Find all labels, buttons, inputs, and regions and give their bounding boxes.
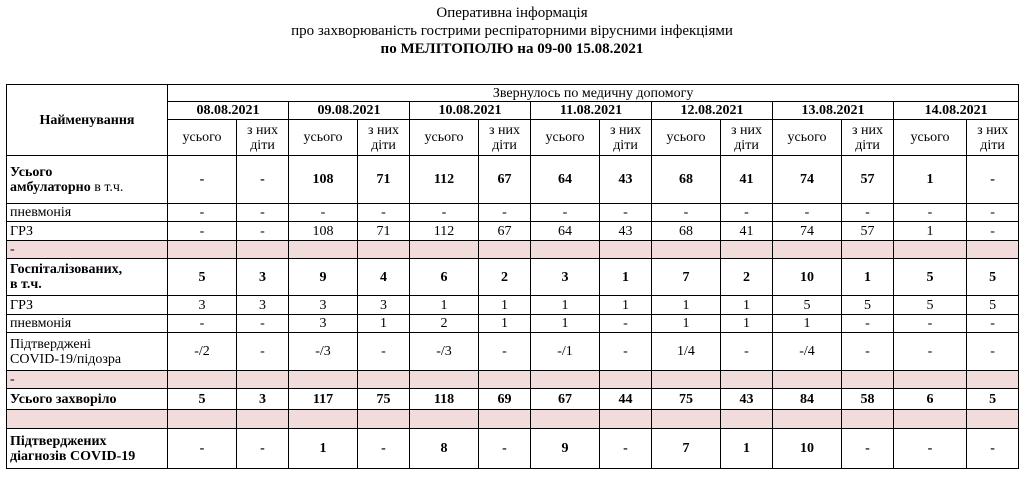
cell: 3 — [289, 315, 358, 333]
cell: -/3 — [289, 333, 358, 371]
cell: 10 — [773, 429, 842, 469]
cell: - — [600, 204, 652, 222]
cell: 67 — [531, 389, 600, 410]
children-subheader: з них діти — [721, 120, 773, 156]
cell: 5 — [967, 296, 1019, 315]
total-subheader: усього — [894, 120, 967, 156]
cell: 118 — [410, 389, 479, 410]
cell: - — [237, 204, 289, 222]
cell: 1 — [842, 259, 894, 296]
cell: - — [894, 204, 967, 222]
cell: 1 — [410, 296, 479, 315]
row-label: - — [7, 241, 168, 259]
row-label: Усього амбулаторно в т.ч. — [7, 156, 168, 204]
cell: 9 — [289, 259, 358, 296]
cell: 64 — [531, 156, 600, 204]
name-column-header: Найменування — [7, 85, 168, 156]
cell: 1 — [721, 429, 773, 469]
cell: 58 — [842, 389, 894, 410]
cell: - — [237, 222, 289, 241]
total-subheader: усього — [773, 120, 842, 156]
cell: -/4 — [773, 333, 842, 371]
table-row — [7, 222, 1019, 241]
date-header: 12.08.2021 — [652, 102, 773, 120]
cell: 1 — [894, 222, 967, 241]
cell: - — [600, 315, 652, 333]
cell: - — [168, 204, 237, 222]
cell: - — [600, 333, 652, 371]
cell: 71 — [358, 222, 410, 241]
cell: -/3 — [410, 333, 479, 371]
cell: 3 — [358, 296, 410, 315]
cell: - — [237, 156, 289, 204]
total-subheader: усього — [652, 120, 721, 156]
separator-row — [7, 241, 1019, 259]
cell: 1 — [531, 296, 600, 315]
children-subheader: з них діти — [237, 120, 289, 156]
cell: 1 — [479, 315, 531, 333]
cell: 1/4 — [652, 333, 721, 371]
children-subheader: з них діти — [967, 120, 1019, 156]
date-header: 14.08.2021 — [894, 102, 1019, 120]
children-subheader: з них діти — [600, 120, 652, 156]
cell: - — [168, 429, 237, 469]
cell: 3 — [168, 296, 237, 315]
header-line-2: про захворюваність гострими респіраторними вірусними інфекціями — [291, 23, 733, 39]
cell: - — [967, 315, 1019, 333]
cell: 1 — [531, 315, 600, 333]
cell: - — [842, 429, 894, 469]
cell: 1 — [773, 315, 842, 333]
cell: 108 — [289, 156, 358, 204]
cell: - — [967, 222, 1019, 241]
cell: 43 — [600, 156, 652, 204]
cell: 4 — [358, 259, 410, 296]
total-subheader: усього — [531, 120, 600, 156]
total-subheader: усього — [168, 120, 237, 156]
separator-row — [7, 371, 1019, 389]
cell: 9 — [531, 429, 600, 469]
row-label: Усього захворіло — [7, 389, 168, 410]
cell: 5 — [168, 389, 237, 410]
cell: - — [773, 204, 842, 222]
cell: 1 — [652, 315, 721, 333]
cell: - — [894, 315, 967, 333]
total-subheader: усього — [289, 120, 358, 156]
cell: 74 — [773, 222, 842, 241]
cell: 43 — [600, 222, 652, 241]
table-row — [7, 296, 1019, 315]
cell: 5 — [773, 296, 842, 315]
row-label: Підтверджені COVID-19/підозра — [7, 333, 168, 371]
cell: 1 — [652, 296, 721, 315]
cell: 10 — [773, 259, 842, 296]
cell: - — [721, 204, 773, 222]
cell: - — [967, 204, 1019, 222]
row-label: ГРЗ — [7, 296, 168, 315]
cell: 108 — [289, 222, 358, 241]
cell: - — [967, 156, 1019, 204]
row-label: пневмонія — [7, 315, 168, 333]
cell: - — [721, 333, 773, 371]
cell: - — [410, 204, 479, 222]
cell: - — [600, 429, 652, 469]
cell: 41 — [721, 156, 773, 204]
cell: 69 — [479, 389, 531, 410]
cell: 112 — [410, 156, 479, 204]
cell: 2 — [410, 315, 479, 333]
cell: 64 — [531, 222, 600, 241]
table-row — [7, 389, 1019, 410]
table-row — [7, 156, 1019, 204]
cell: 1 — [894, 156, 967, 204]
row-label — [7, 410, 168, 429]
cell: 1 — [600, 296, 652, 315]
cell: - — [967, 333, 1019, 371]
cell: - — [237, 333, 289, 371]
cell: 5 — [967, 389, 1019, 410]
cell: - — [358, 204, 410, 222]
header-row-group — [7, 85, 1019, 102]
total-subheader: усього — [410, 120, 479, 156]
cell: 74 — [773, 156, 842, 204]
cell: - — [168, 156, 237, 204]
cell: - — [531, 204, 600, 222]
date-header: 08.08.2021 — [168, 102, 289, 120]
cell: 1 — [479, 296, 531, 315]
cell: 1 — [289, 429, 358, 469]
table-row — [7, 315, 1019, 333]
cell: 117 — [289, 389, 358, 410]
cell: - — [358, 333, 410, 371]
table-row — [7, 259, 1019, 296]
children-subheader: з них діти — [358, 120, 410, 156]
cell: - — [842, 315, 894, 333]
cell: - — [289, 204, 358, 222]
cell: - — [237, 315, 289, 333]
cell: - — [479, 204, 531, 222]
cell: 2 — [721, 259, 773, 296]
cell: - — [358, 429, 410, 469]
report-header — [0, 4, 1024, 58]
cell: 5 — [842, 296, 894, 315]
row-label: Госпіталізованих, в т.ч. — [7, 259, 168, 296]
cell: 3 — [237, 389, 289, 410]
group-header: Звернулось по медичну допомогу — [168, 85, 1019, 102]
cell: 3 — [289, 296, 358, 315]
cell: 41 — [721, 222, 773, 241]
cell: 43 — [721, 389, 773, 410]
cell: 5 — [894, 259, 967, 296]
cell: - — [479, 429, 531, 469]
date-header: 11.08.2021 — [531, 102, 652, 120]
table-row — [7, 429, 1019, 469]
cell: 3 — [237, 259, 289, 296]
cell: - — [168, 222, 237, 241]
cell: 6 — [410, 259, 479, 296]
cell: 71 — [358, 156, 410, 204]
cell: 5 — [168, 259, 237, 296]
cell: - — [894, 333, 967, 371]
cell: 5 — [894, 296, 967, 315]
row-label: - — [7, 371, 168, 389]
cell: 75 — [358, 389, 410, 410]
cell: 1 — [721, 315, 773, 333]
cell: - — [652, 204, 721, 222]
cell: -/2 — [168, 333, 237, 371]
separator-row — [7, 410, 1019, 429]
ari-report-table — [6, 84, 1019, 469]
cell: - — [168, 315, 237, 333]
cell: 1 — [600, 259, 652, 296]
header-line-1: Оперативна інформація — [436, 5, 588, 21]
cell: - — [237, 429, 289, 469]
cell: 75 — [652, 389, 721, 410]
date-header: 13.08.2021 — [773, 102, 894, 120]
row-label: ГРЗ — [7, 222, 168, 241]
table-row — [7, 204, 1019, 222]
cell: 3 — [531, 259, 600, 296]
cell: 6 — [894, 389, 967, 410]
cell: 84 — [773, 389, 842, 410]
cell: -/1 — [531, 333, 600, 371]
cell: 57 — [842, 156, 894, 204]
cell: 3 — [237, 296, 289, 315]
cell: 67 — [479, 222, 531, 241]
cell: - — [842, 333, 894, 371]
cell: - — [894, 429, 967, 469]
cell: 1 — [721, 296, 773, 315]
date-header: 09.08.2021 — [289, 102, 410, 120]
cell: - — [842, 204, 894, 222]
cell: 57 — [842, 222, 894, 241]
cell: 1 — [358, 315, 410, 333]
cell: 44 — [600, 389, 652, 410]
cell: 68 — [652, 222, 721, 241]
cell: 2 — [479, 259, 531, 296]
cell: 68 — [652, 156, 721, 204]
cell: 8 — [410, 429, 479, 469]
table-row — [7, 333, 1019, 371]
header-line-3: по МЕЛІТОПОЛЮ на 09-00 15.08.2021 — [380, 41, 644, 57]
cell: 112 — [410, 222, 479, 241]
cell: - — [967, 429, 1019, 469]
cell: - — [479, 333, 531, 371]
cell: 7 — [652, 429, 721, 469]
cell: 67 — [479, 156, 531, 204]
cell: 5 — [967, 259, 1019, 296]
row-label: пневмонія — [7, 204, 168, 222]
cell: 7 — [652, 259, 721, 296]
children-subheader: з них діти — [842, 120, 894, 156]
row-label: Підтверджених діагнозів COVID-19 — [7, 429, 168, 469]
date-header: 10.08.2021 — [410, 102, 531, 120]
children-subheader: з них діти — [479, 120, 531, 156]
